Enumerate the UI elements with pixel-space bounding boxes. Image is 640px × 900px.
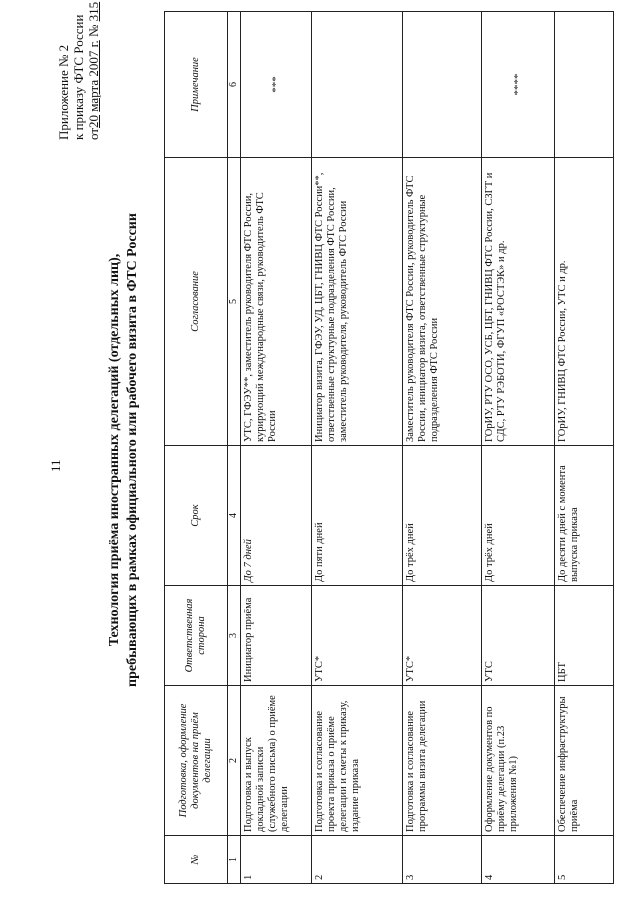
row-term: До десяти дней с момента выпуска приказа: [555, 446, 614, 586]
row-approval: УТС, ГФЭУ**, заместитель руководителя ФТС России, курирующий международные связи, руководитель ФТС России: [241, 158, 312, 446]
column-number: 2: [228, 686, 241, 836]
table-row: [482, 12, 555, 884]
header-number: №: [165, 836, 228, 884]
row-number: 1: [241, 836, 312, 884]
row-approval: Заместитель руководителя ФТС России, руководитель ФТС России, инициатор визита, ответственные структурные подразделения ФТС России: [403, 158, 482, 446]
row-approval: ГОрИУ, РТУ ОСО, УСБ, ЦБТ, ГНИВЦ ФТС России, СЗГТ и СДС, РТУ РЭБОТИ, ФГУП «РОСТЭК» и др.: [482, 158, 555, 446]
header-task: Подготовка, оформление документов на приём делегации: [165, 686, 228, 836]
row-task: Обеспечение инфраструктуры приёма: [555, 686, 614, 836]
row-number: 4: [482, 836, 555, 884]
document-title-line2: пребывающих в рамках официального или рабочего визита в ФТС России: [125, 213, 140, 687]
row-party: УТС: [482, 586, 555, 686]
column-number: 6: [228, 12, 241, 158]
order-day: 20: [86, 114, 101, 128]
appendix-label: Приложение № 2: [56, 44, 71, 140]
row-note: ***: [241, 12, 312, 158]
row-task: Подготовка и согласование программы визита делегации: [403, 686, 482, 836]
page-number: 11: [48, 459, 63, 472]
table-header-row: [165, 12, 228, 884]
row-approval: ГОрИУ, ГНИВЦ ФТС России, УТС и др.: [555, 158, 614, 446]
row-task: Оформление документов по приёму делегации (п.23 приложения №1): [482, 686, 555, 836]
row-number: 3: [403, 836, 482, 884]
row-approval: Инициатор визита, ГФЭУ, УД, ЦБТ, ГНИВЦ ФТС России**, ответственные структурные подразделения ФТС России, заместитель руководителя, руководитель ФТС России: [312, 158, 403, 446]
row-note: [312, 12, 403, 158]
column-number: 3: [228, 586, 241, 686]
column-number: 1: [228, 836, 241, 884]
header-term: Срок: [165, 446, 228, 586]
reception-technology-table: [164, 11, 614, 884]
table-row: [403, 12, 482, 884]
order-reference: к приказу ФТС России: [71, 14, 86, 140]
row-party: УТС*: [403, 586, 482, 686]
column-numbers-row: [228, 12, 241, 884]
row-note: [555, 12, 614, 158]
table-row: [241, 12, 312, 884]
row-number: 5: [555, 836, 614, 884]
row-number: 2: [312, 836, 403, 884]
table-row: [312, 12, 403, 884]
row-term: До 7 дней: [241, 446, 312, 586]
table-row: [555, 12, 614, 884]
header-approval: Согласование: [165, 158, 228, 446]
row-term: До трёх дней: [482, 446, 555, 586]
row-task: Подготовка и выпуск докладной записки (служебного письма) о приёме делегации: [241, 686, 312, 836]
row-term: До трёх дней: [403, 446, 482, 586]
order-number: 315: [86, 1, 101, 22]
row-party: ЦБТ: [555, 586, 614, 686]
appendix-header: [56, 1, 101, 140]
column-number: 4: [228, 446, 241, 586]
order-month-year: марта 2007 г.: [86, 40, 101, 112]
document-title-line1: Технология приёма иностранных делегаций (отдельных лиц),: [107, 253, 122, 647]
row-term: До пяти дней: [312, 446, 403, 586]
row-task: Подготовка и согласование проекта приказа о приёме делегации и сметы к приказу, издание приказа: [312, 686, 403, 836]
row-note: [403, 12, 482, 158]
order-date-line: от20 марта 2007 г. № 315: [86, 1, 101, 140]
header-party: Ответственная сторона: [165, 586, 228, 686]
header-note: Примечание: [165, 12, 228, 158]
row-note: ****: [482, 12, 555, 158]
row-party: Инициатор приёма: [241, 586, 312, 686]
column-number: 5: [228, 158, 241, 446]
row-party: УТС*: [312, 586, 403, 686]
